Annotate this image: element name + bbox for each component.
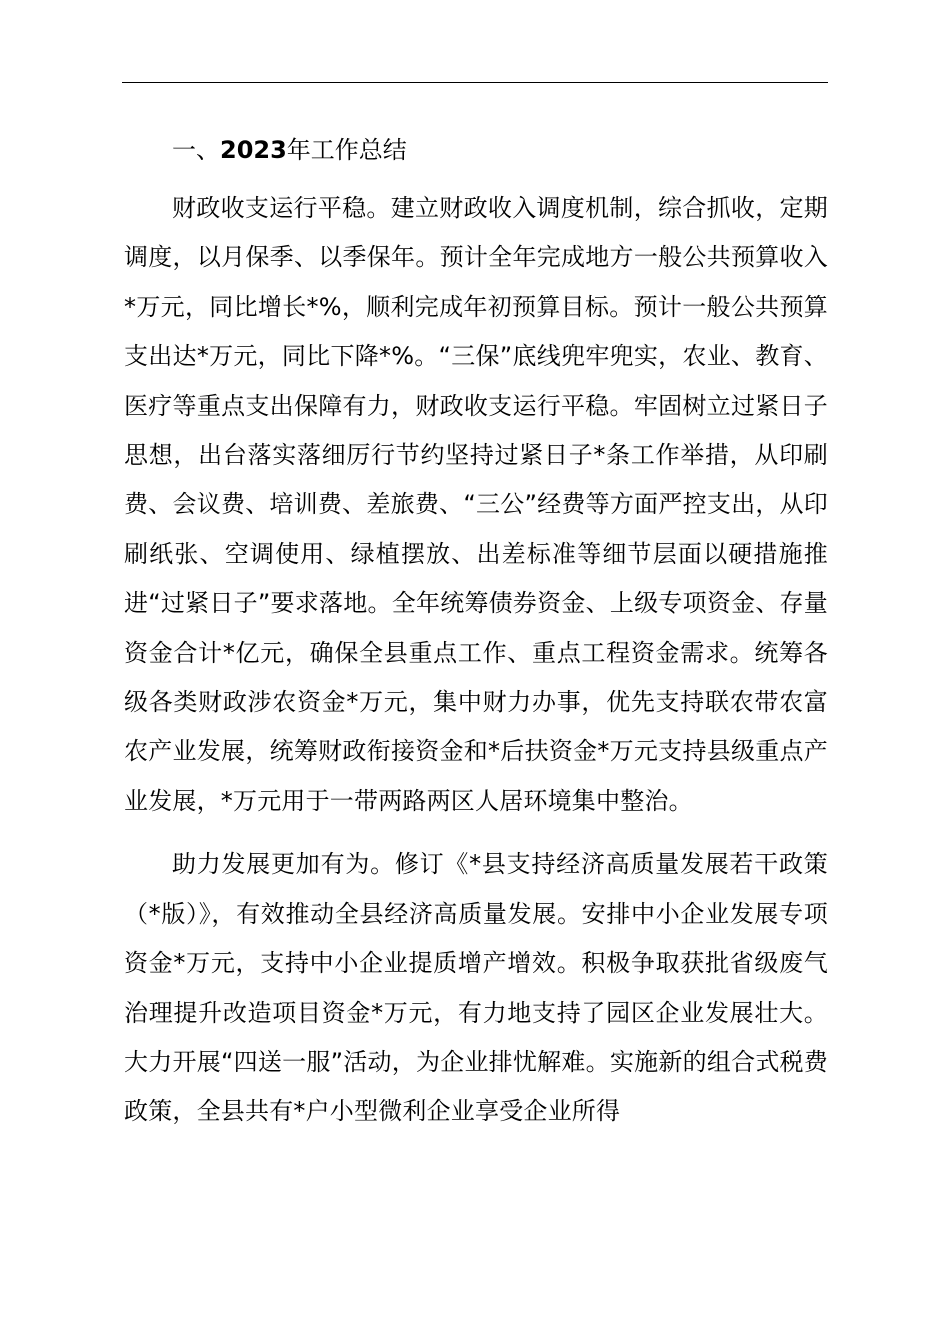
section-heading bbox=[124, 122, 828, 178]
heading-suffix: 年工作总结 bbox=[286, 136, 407, 164]
document-body bbox=[124, 122, 828, 1137]
heading-prefix: 一、 bbox=[172, 136, 220, 164]
paragraph-development-support: 助力发展更加有为。修订《*县支持经济高质量发展若干政策（*版）》，有效推动全县经济高质量发展。安排中小企业发展专项资金*万元，支持中小企业提质增产增效。积极争取获批省级废气治理提升改造项目资金*万元，有力地支持了园区企业发展壮大。大力开展“四送一服”活动，为企业排忧解难。实施新的组合式税费政策，全县共有*户小型微利企业享受企业所得 bbox=[124, 850, 828, 1126]
header-rule bbox=[122, 82, 828, 83]
heading-year: 2023 bbox=[220, 136, 287, 164]
paragraph-fiscal-operation: 财政收支运行平稳。建立财政收入调度机制，综合抓收，定期调度，以月保季、以季保年。预计全年完成地方一般公共预算收入*万元，同比增长*%，顺利完成年初预算目标。预计一般公共预算支出达*万元，同比下降*%。“三保”底线兜牢兜实，农业、教育、医疗等重点支出保障有力，财政收支运行平稳。牢固树立过紧日子思想，出台落实落细厉行节约坚持过紧日子*条工作举措，从印刷费、会议费、培训费、差旅费、“三公”经费等方面严控支出，从印刷纸张、空调使用、绿植摆放、出差标准等细节层面以硬措施推进“过紧日子”要求落地。全年统筹债券资金、上级专项资金、存量资金合计*亿元，确保全县重点工作、重点工程资金需求。统筹各级各类财政涉农资金*万元，集中财力办事，优先支持联农带农富农产业发展，统筹财政衔接资金和*后扶资金*万元支持县级重点产业发展，*万元用于一带两路两区人居环境集中整治。 bbox=[124, 194, 828, 815]
